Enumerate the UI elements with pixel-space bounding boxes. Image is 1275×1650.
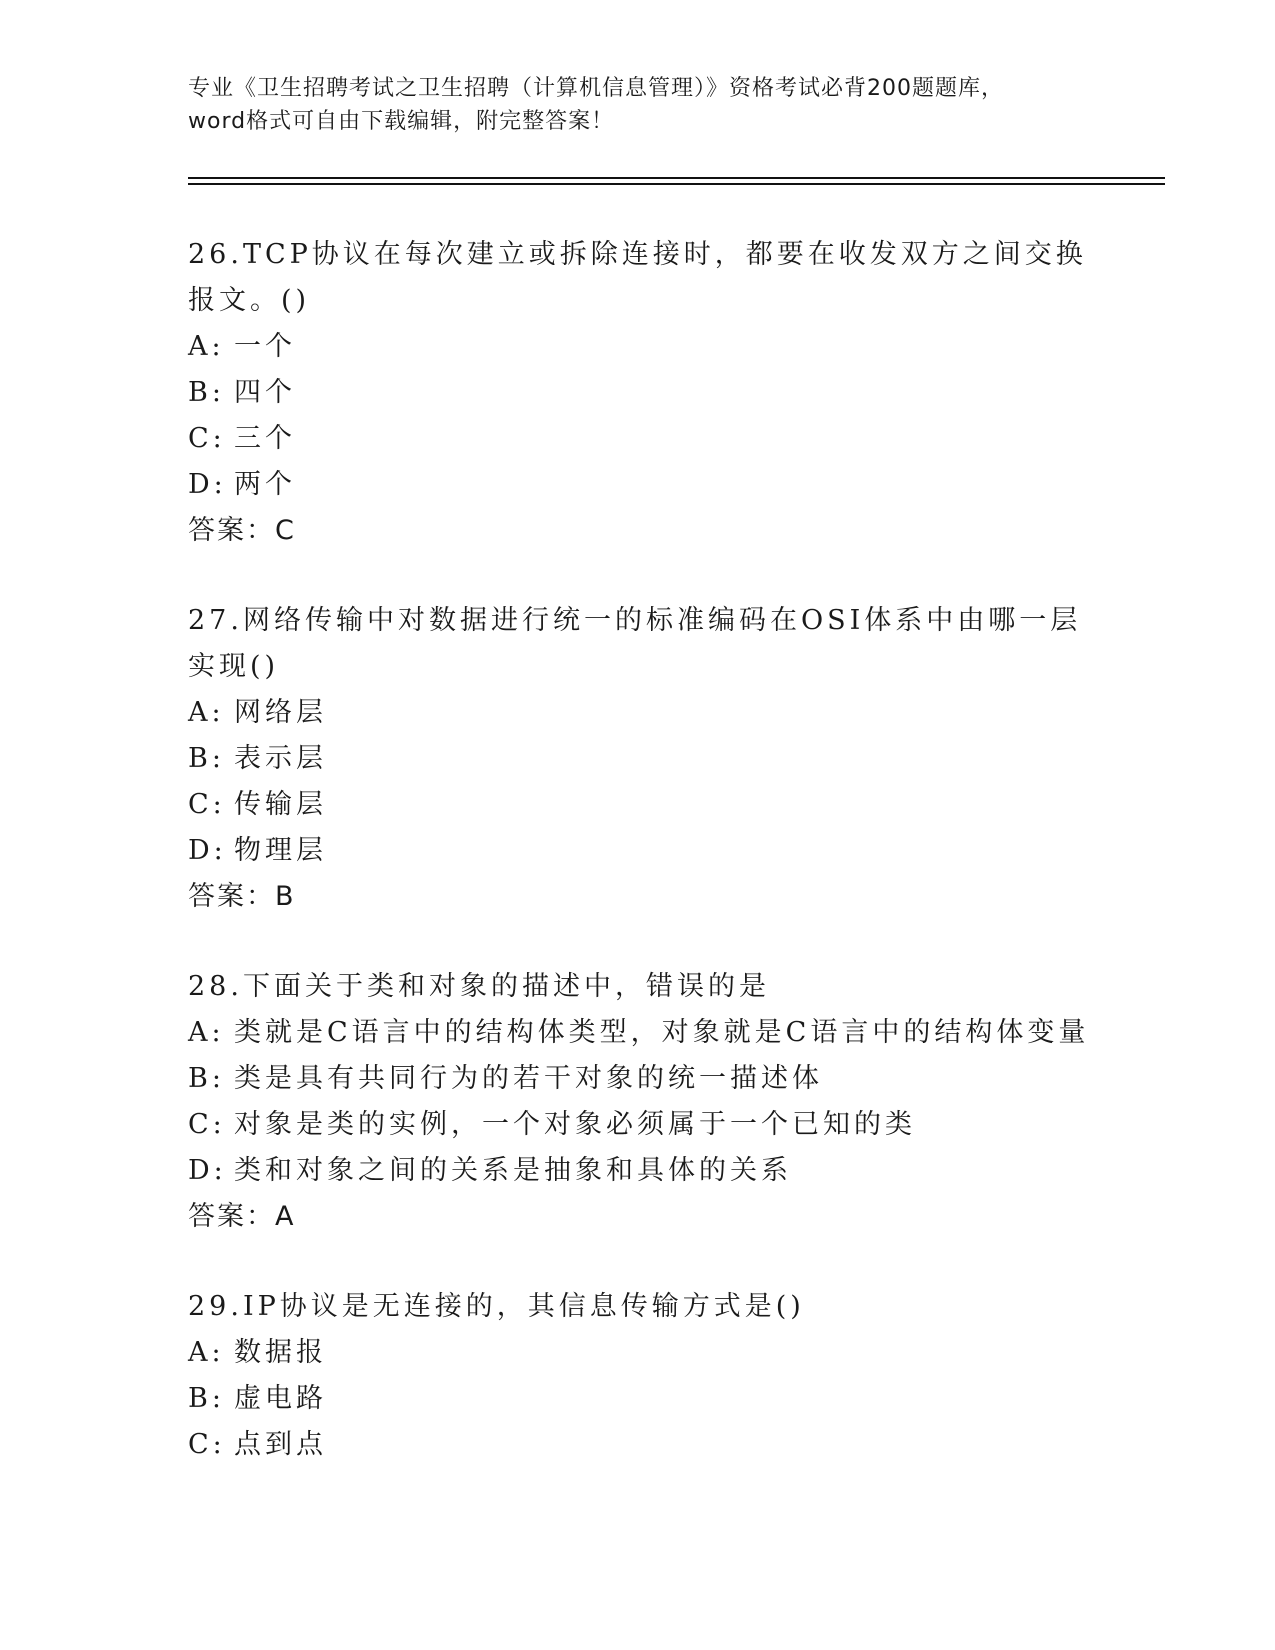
question-text: 28.下面关于类和对象的描述中，错误的是: [188, 971, 770, 1002]
option-d: [188, 462, 1138, 508]
option-letter: A:: [188, 331, 225, 362]
option-text: 物理层: [234, 835, 327, 866]
option-c: [188, 1422, 1138, 1468]
header-title-line-2: word格式可自由下载编辑，附完整答案！: [188, 109, 615, 134]
option-letter: D:: [188, 835, 227, 866]
option-letter: C:: [188, 1429, 226, 1460]
option-text: 点到点: [234, 1429, 327, 1460]
option-text: 三个: [234, 423, 296, 454]
option-letter: B:: [188, 1383, 225, 1414]
option-b: [188, 1056, 1138, 1102]
question-26: [188, 232, 1138, 554]
option-letter: B:: [188, 377, 225, 408]
option-text: 类和对象之间的关系是抽象和具体的关系: [234, 1155, 792, 1186]
header-divider-bottom: [188, 183, 1165, 185]
header-divider-top: [188, 177, 1165, 179]
option-a: [188, 1330, 1138, 1376]
option-letter: B:: [188, 1063, 225, 1094]
question-text: 29.IP协议是无连接的，其信息传输方式是(): [188, 1291, 805, 1322]
document-header: [188, 72, 1088, 138]
option-c: [188, 1102, 1138, 1148]
question-text: 26.TCP协议在每次建立或拆除连接时，都要在收发双方之间交换报文。(): [188, 239, 1087, 316]
option-letter: A:: [188, 697, 225, 728]
question-text: 27.网络传输中对数据进行统一的标准编码在OSI体系中由哪一层实现(): [188, 605, 1082, 682]
option-letter: C:: [188, 789, 226, 820]
option-c: [188, 782, 1138, 828]
option-b: [188, 370, 1138, 416]
option-letter: A:: [188, 1017, 225, 1048]
option-text: 虚电路: [234, 1383, 327, 1414]
option-text: 类就是C语言中的结构体类型，对象就是C语言中的结构体变量: [234, 1017, 1090, 1048]
option-text: 一个: [234, 331, 296, 362]
option-letter: D:: [188, 469, 227, 500]
answer-line: 答案：A: [188, 1201, 296, 1232]
option-text: 四个: [234, 377, 296, 408]
question-29: [188, 1284, 1138, 1468]
option-text: 对象是类的实例，一个对象必须属于一个已知的类: [234, 1109, 916, 1140]
option-a: [188, 1010, 1138, 1056]
option-text: 传输层: [234, 789, 327, 820]
option-text: 两个: [234, 469, 296, 500]
option-letter: C:: [188, 1109, 226, 1140]
question-27: [188, 598, 1138, 920]
option-b: [188, 1376, 1138, 1422]
option-a: [188, 324, 1138, 370]
option-letter: B:: [188, 743, 225, 774]
option-d: [188, 1148, 1138, 1194]
option-text: 表示层: [234, 743, 327, 774]
answer-line: 答案：C: [188, 515, 296, 546]
option-text: 数据报: [234, 1337, 327, 1368]
answer-line: 答案：B: [188, 881, 296, 912]
option-letter: A:: [188, 1337, 225, 1368]
question-28: [188, 964, 1138, 1240]
header-title-line-1: 专业《卫生招聘考试之卫生招聘（计算机信息管理）》资格考试必背200题题库，: [188, 76, 1004, 101]
option-d: [188, 828, 1138, 874]
option-text: 类是具有共同行为的若干对象的统一描述体: [234, 1063, 823, 1094]
option-c: [188, 416, 1138, 462]
option-letter: D:: [188, 1155, 227, 1186]
option-text: 网络层: [234, 697, 327, 728]
option-a: [188, 690, 1138, 736]
question-list: [188, 232, 1138, 1512]
option-b: [188, 736, 1138, 782]
option-letter: C:: [188, 423, 226, 454]
